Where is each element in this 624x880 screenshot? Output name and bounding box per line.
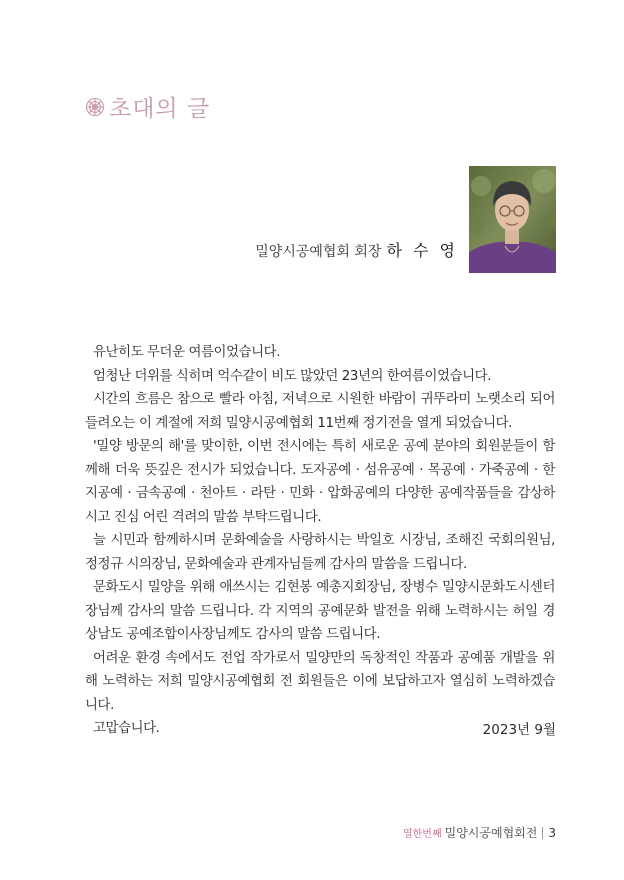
author-role: 밀양시공예협회 회장: [255, 244, 382, 260]
paragraph: 시간의 흐름은 참으로 빨라 아침, 저녁으로 시원한 바람이 귀뚜라미 노랫소리 되어 들려오는 이 계절에 저희 밀양시공예협회 11번째 정기전을 열게 되었습니다.: [85, 392, 555, 431]
paragraph: 고맙습니다.: [93, 721, 160, 736]
section-heading: [85, 90, 210, 123]
flower-icon: [85, 97, 105, 117]
footer-divider: [542, 827, 543, 839]
author-name: 하 수 영: [386, 241, 458, 260]
footer-edition: 열한번째: [402, 829, 442, 840]
author-signature: [255, 238, 458, 261]
footer-title: 밀양시공예협회전: [444, 826, 538, 840]
page-title: 초대의 글: [109, 96, 211, 122]
page-number: 3: [548, 825, 556, 840]
page-footer: [403, 824, 556, 841]
paragraph: '밀양 방문의 해'를 맞이한, 이번 전시에는 특히 새로운 공예 분야의 회원분들이 함께해 더욱 뜻깊은 전시가 되었습니다. 도자공예 · 섬유공예 · 목공예 · 가죽공예 · 한지공예 · 금속공예 · 천아트 · 라탄 · 민화 · 압화공예의 다양한 공예작품들을 감상하시고 진심 어린 격려의 말씀 부탁드립니다.: [85, 439, 555, 525]
paragraph: 문화도시 밀양을 위해 애쓰시는 김현봉 예총지회장님, 장병수 밀양시문화도시센터장님께 감사의 말씀 드립니다. 각 지역의 공예문화 발전을 위해 노력하시는 허일 경상남도 공예조합이사장님께도 감사의 말씀 드립니다.: [85, 580, 555, 642]
paragraph: 유난히도 무더운 여름이었습니다.: [93, 345, 281, 360]
paragraph: 엄청난 더위를 식히며 억수같이 비도 많았던 23년의 한여름이었습니다.: [93, 368, 492, 384]
letter-date: 2023년 9월: [482, 722, 556, 738]
paragraph: 어려운 환경 속에서도 전업 작가로서 밀양만의 독창적인 작품과 공예품 개발을 위해 노력하는 저희 밀양시공예협회 전 회원들은 이에 보답하고자 열심히 노력하겠습니다.: [85, 650, 555, 713]
letter-body: [85, 341, 555, 741]
paragraph: 늘 시민과 함께하시며 문화예술을 사랑하시는 박일호 시장님, 조해진 국회의원님, 정정규 시의장님, 문화예술과 관계자님들께 감사의 말씀을 드립니다.: [85, 533, 555, 572]
author-photo: [469, 166, 556, 273]
